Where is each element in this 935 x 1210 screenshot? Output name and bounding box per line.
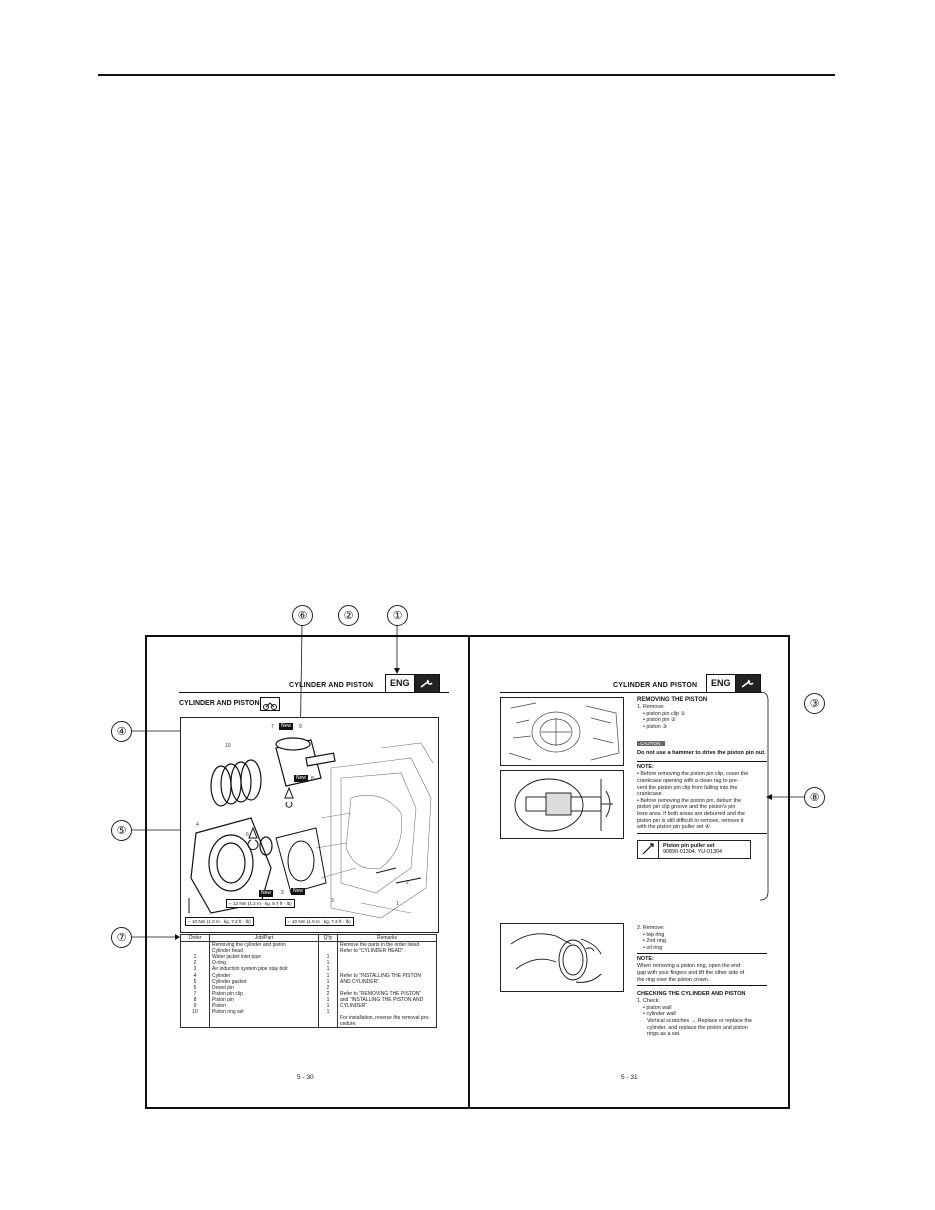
- table-cell-remarks: Refer to "INSTALLING THE PISTON: [338, 973, 437, 979]
- table-cell-part: Water jacket inlet pipe: [210, 954, 319, 960]
- note2-line: When removing a piston ring, open the end: [637, 963, 741, 970]
- table-cell-remarks: Refer to "CYLINDER HEAD".: [338, 948, 437, 954]
- exploded-diagram: [180, 717, 439, 933]
- piston-pin-illustration: [501, 698, 623, 765]
- table-cell-order: 9: [181, 1003, 210, 1009]
- tool-icon: [638, 841, 659, 858]
- torque-icon: ⌐: [288, 919, 291, 924]
- piston-pin-puller-figure: [500, 770, 624, 839]
- callout-2: ②: [338, 605, 359, 626]
- tool-name: Piston pin puller set: [663, 842, 715, 849]
- step1-item: • piston pin ②: [643, 717, 676, 724]
- note-line: crankcase.: [637, 791, 664, 798]
- divider: [637, 761, 767, 762]
- table-cell-order: 6: [181, 985, 210, 991]
- parts-table-body: [181, 942, 437, 1028]
- table-cell-part: O-ring: [210, 960, 319, 966]
- step2-item: • 2nd ring: [643, 938, 666, 945]
- table-cell-remarks: cedure.: [338, 1021, 437, 1028]
- table-cell-qty: 1: [319, 973, 338, 979]
- table-cell-part: Piston ring set: [210, 1009, 319, 1015]
- divider: [637, 833, 767, 834]
- table-cell-remarks: For installation, reverse the removal pro-: [338, 1015, 437, 1021]
- note-line: crankcase opening with a clean rag to pre-: [637, 777, 739, 784]
- note-line: • Before removing the piston pin clip, cover the: [637, 771, 749, 778]
- callout-3: ③: [804, 693, 825, 714]
- callout-6: ⑥: [292, 605, 313, 626]
- table-cell-order: 2: [181, 960, 210, 966]
- note-line: piston pin is still difficult to remove, remove it: [637, 817, 744, 824]
- right-header-title: CYLINDER AND PISTON: [613, 682, 698, 689]
- table-cell-order: 5: [181, 979, 210, 985]
- new-badge: New: [260, 890, 271, 896]
- check-item: • cylinder wall: [643, 1011, 676, 1018]
- table-cell-qty: 1: [319, 966, 338, 972]
- diagram-number: 6: [246, 832, 249, 838]
- table-row: [181, 1021, 437, 1028]
- note-label: NOTE:: [637, 764, 654, 771]
- callout-7: ⑦: [111, 927, 132, 948]
- checking-title: CHECKING THE CYLINDER AND PISTON: [637, 991, 746, 998]
- table-cell-part: Cylinder gasket: [210, 979, 319, 985]
- torque-icon: ⌐: [229, 901, 232, 906]
- table-cell-part: Piston pin clip: [210, 991, 319, 997]
- table-cell-qty: 2: [319, 991, 338, 997]
- table-cell-remarks: and "INSTALLING THE PISTON AND: [338, 997, 437, 1003]
- eng-label: ENG: [386, 675, 415, 692]
- hands-ring-illustration: [501, 924, 623, 991]
- col-remarks: Remarks: [338, 935, 437, 942]
- puller-illustration: [501, 771, 623, 838]
- table-cell-order: 1: [181, 954, 210, 960]
- torque-spec-center-text: 12 Nm (1.2 m · kg, 8.7 ft · lb): [232, 901, 292, 906]
- removing-rings-section: [637, 925, 767, 1038]
- eng-label: ENG: [707, 675, 736, 692]
- special-tool-box: [637, 840, 751, 859]
- left-page: [147, 637, 469, 1107]
- torque-spec-right-text: 10 Nm (1.0 m · kg, 7.2 ft · lb): [291, 919, 351, 924]
- note-text: [637, 771, 767, 830]
- note-line: bore area. If both areas are deburred and the: [637, 810, 745, 817]
- table-cell-order: 3: [181, 966, 210, 972]
- motorcycle-icon: [260, 697, 280, 711]
- callout-4: ④: [111, 721, 132, 742]
- note-line: with the piston pin puller set ④.: [637, 824, 712, 831]
- table-cell-qty: 1: [319, 979, 338, 985]
- diagram-number: 3: [331, 898, 334, 904]
- table-cell-qty: 1: [319, 954, 338, 960]
- col-order: Order: [181, 935, 210, 942]
- table-cell-qty: 1: [319, 1009, 338, 1015]
- wrench-icon: [736, 675, 760, 692]
- left-page-number: 5 - 30: [297, 1074, 314, 1081]
- diagram-number: 7: [271, 724, 274, 730]
- table-cell-part: Air induction system pipe stay bolt: [210, 966, 319, 972]
- table-cell-order: 8: [181, 997, 210, 1003]
- note-line: piston pin clip groove and the piston's pin: [637, 804, 736, 811]
- callout-8: ⑧: [804, 787, 825, 808]
- table-cell-order: 4: [181, 973, 210, 979]
- table-cell-qty: 1: [319, 1003, 338, 1009]
- table-cell-order: 7: [181, 991, 210, 997]
- step-2: 2. Remove:: [637, 925, 665, 931]
- step-1: 1. Remove:: [637, 704, 665, 710]
- table-cell-part: Cylinder head: [210, 948, 319, 954]
- right-page-number: 5 - 31: [621, 1074, 638, 1081]
- table-cell-remarks: Remove the parts in the order listed.: [338, 942, 437, 949]
- table-cell-remarks: CYLINDER".: [338, 1003, 437, 1009]
- right-header-rule: [500, 692, 762, 693]
- step1-item: • piston pin clip ①: [643, 710, 686, 717]
- parts-table-wrap: [180, 934, 437, 1028]
- table-cell-part: Cylinder: [210, 973, 319, 979]
- right-page: [470, 637, 790, 1107]
- page-fold: [468, 635, 470, 1109]
- table-cell-part: Removing the cylinder and piston: [210, 942, 319, 949]
- left-header-title: CYLINDER AND PISTON: [289, 682, 374, 689]
- table-cell-remarks: AND CYLINDER".: [338, 979, 437, 985]
- col-qty: Q'ty: [319, 935, 338, 942]
- check-item: • piston wall: [643, 1004, 672, 1011]
- note-line: vent the piston pin clip from falling into the: [637, 784, 738, 791]
- divider: [637, 985, 767, 986]
- piston-pin-clip-figure: [500, 697, 624, 766]
- note2-line: the ring over the piston crown.: [637, 976, 710, 983]
- torque-spec-left-text: 10 Nm (1.0 m · kg, 7.2 ft · lb): [191, 919, 251, 924]
- diagram-number: 8: [311, 776, 314, 782]
- table-cell-qty: 1: [319, 997, 338, 1003]
- note-line: • Before removing the piston pin, deburr the: [637, 797, 742, 804]
- caution-text: Do not use a hammer to drive the piston pin out.: [637, 750, 766, 757]
- table-cell-part: Piston: [210, 1003, 319, 1009]
- table-cell-part: Dowel pin: [210, 985, 319, 991]
- table-cell-part: [210, 1021, 319, 1028]
- new-badge: New: [295, 775, 306, 781]
- diagram-number: 2: [406, 880, 409, 886]
- caution-label: CAUTION:: [637, 741, 665, 746]
- table-row: [181, 942, 437, 949]
- divider: [637, 953, 767, 954]
- check-line: Vertical scratches → Replace or replace the: [647, 1017, 752, 1024]
- left-section-title: CYLINDER AND PISTON: [179, 700, 260, 707]
- diagram-number: 5: [281, 890, 284, 896]
- callout-5: ⑤: [111, 820, 132, 841]
- diagram-number: 1: [396, 901, 399, 907]
- torque-spec-center: [226, 899, 295, 908]
- table-cell-remarks: Refer to "REMOVING THE PISTON": [338, 991, 437, 997]
- cylinder-piston-illustration: [181, 718, 438, 932]
- left-eng-badge: [385, 674, 440, 693]
- torque-icon: ⌐: [188, 919, 191, 924]
- table-cell-order: [181, 1021, 210, 1028]
- table-cell-order: [181, 942, 210, 949]
- wrench-icon: [415, 675, 439, 692]
- removing-piston-section: [637, 697, 767, 859]
- col-job-part: Job/Part: [210, 935, 319, 942]
- table-cell-part: Piston pin: [210, 997, 319, 1003]
- table-cell-qty: 2: [319, 985, 338, 991]
- table-cell-qty: [319, 942, 338, 949]
- torque-spec-left: [185, 917, 254, 926]
- new-badge: New: [280, 723, 291, 729]
- parts-table: [180, 934, 437, 1028]
- check-line: cylinder, and replace the piston and piston: [647, 1024, 748, 1031]
- note2-label: NOTE:: [637, 956, 654, 963]
- piston-ring-figure: [500, 923, 624, 992]
- left-header-rule: [179, 692, 449, 693]
- torque-spec-right: [285, 917, 354, 926]
- check-step: 1. Check:: [637, 998, 660, 1005]
- step2-item: • oil ring: [643, 944, 663, 951]
- diagram-number: 10: [225, 743, 231, 749]
- note2-line: gap with your fingers and lift the other side of: [637, 969, 745, 976]
- table-cell-qty: [319, 1021, 338, 1028]
- right-eng-badge: [706, 674, 761, 693]
- diagram-number: 9: [299, 724, 302, 730]
- diagram-number: 4: [196, 822, 199, 828]
- check-line: rings as a set.: [647, 1031, 681, 1038]
- step1-item: • piston ③: [643, 723, 668, 730]
- table-cell-order: 10: [181, 1009, 210, 1015]
- table-cell-qty: 1: [319, 960, 338, 966]
- step2-item: • top ring: [643, 931, 665, 938]
- callout-1: ①: [387, 605, 408, 626]
- removing-piston-title: REMOVING THE PISTON: [637, 697, 708, 703]
- new-badge: New: [292, 888, 303, 894]
- tool-number: 90890-01304, YU-01304: [663, 849, 722, 856]
